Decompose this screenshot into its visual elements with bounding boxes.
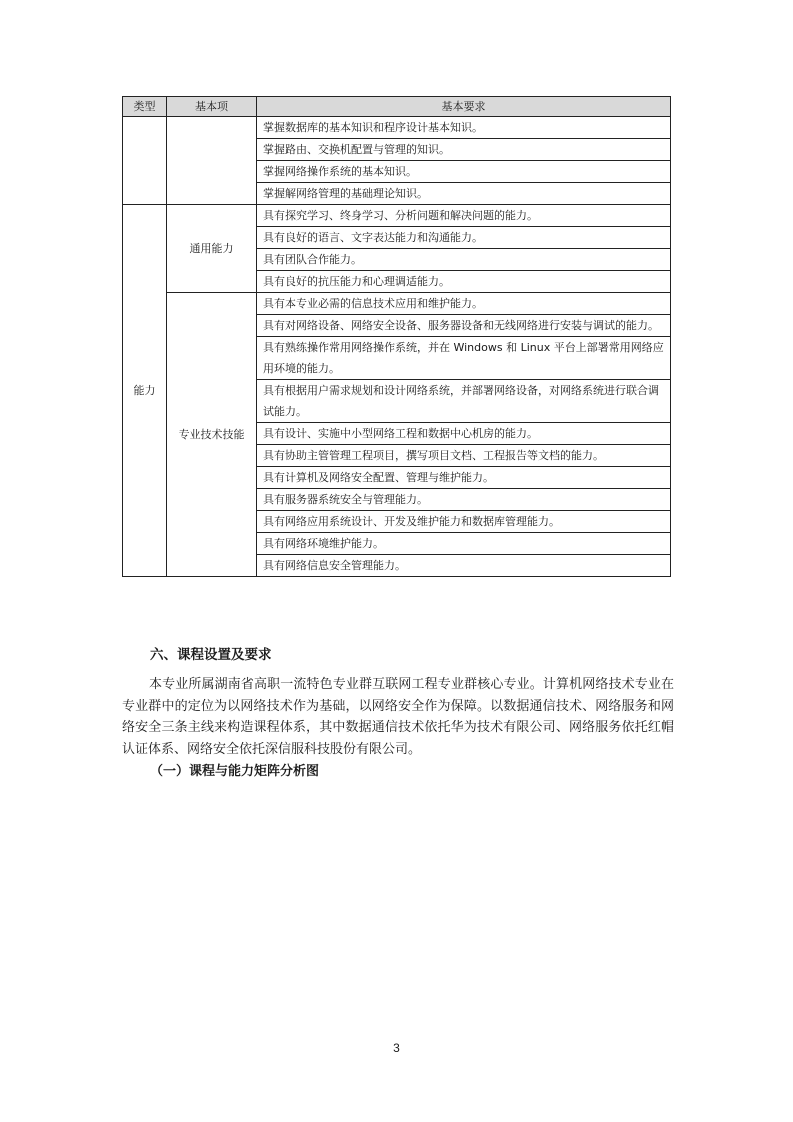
requirement-cell: 具有设计、实施中小型网络工程和数据中心机房的能力。 — [257, 423, 671, 445]
requirement-cell: 具有服务器系统安全与管理能力。 — [257, 489, 671, 511]
subsection-heading: （一）课程与能力矩阵分析图 — [150, 764, 320, 779]
requirement-cell: 掌握数据库的基本知识和程序设计基本知识。 — [257, 117, 671, 139]
requirement-cell: 具有良好的抗压能力和心理调适能力。 — [257, 271, 671, 293]
requirement-cell: 具有良好的语言、文字表达能力和沟通能力。 — [257, 227, 671, 249]
subcategory-cell-professional: 专业技术技能 — [167, 293, 257, 577]
requirement-cell: 具有团队合作能力。 — [257, 249, 671, 271]
table-row — [123, 205, 671, 227]
requirement-cell: 具有熟练操作常用网络操作系统，并在 Windows 和 Linux 平台上部署常用网络应用环境的能力。 — [257, 337, 671, 380]
section-paragraph: 本专业所属湖南省高职一流特色专业群互联网工程专业群核心专业。计算机网络技术专业在专业群中的定位为以网络技术作为基础，以网络安全作为保障。以数据通信技术、网络服务和网络安全三条主线来构造课程体系，其中数据通信技术依托华为技术有限公司、网络服务依托红帽认证体系、网络安全依托深信服科技股份有限公司。 — [122, 677, 674, 757]
category-cell-knowledge — [123, 117, 167, 205]
requirement-cell: 具有网络应用系统设计、开发及维护能力和数据库管理能力。 — [257, 511, 671, 533]
requirement-cell: 具有协助主管管理工程项目，撰写项目文档、工程报告等文档的能力。 — [257, 445, 671, 467]
requirement-cell: 具有对网络设备、网络安全设备、服务器设备和无线网络进行安装与调试的能力。 — [257, 315, 671, 337]
requirement-cell: 掌握解网络管理的基础理论知识。 — [257, 183, 671, 205]
requirement-cell: 具有根据用户需求规划和设计网络系统，并部署网络设备，对网络系统进行联合调试能力。 — [257, 380, 671, 423]
table-row — [123, 117, 671, 139]
table-row — [123, 293, 671, 315]
requirement-cell: 具有探究学习、终身学习、分析问题和解决问题的能力。 — [257, 205, 671, 227]
header-basic-item: 基本项 — [167, 97, 257, 117]
section-heading: 六、课程设置及要求 — [150, 647, 272, 663]
requirement-cell: 具有网络环境维护能力。 — [257, 533, 671, 555]
requirements-table — [122, 96, 671, 577]
page-number: 3 — [393, 1041, 400, 1055]
category-cell-ability: 能力 — [123, 205, 167, 577]
header-type: 类型 — [123, 97, 167, 117]
requirement-cell: 掌握网络操作系统的基本知识。 — [257, 161, 671, 183]
requirement-cell: 掌握路由、交换机配置与管理的知识。 — [257, 139, 671, 161]
requirement-cell: 具有计算机及网络安全配置、管理与维护能力。 — [257, 467, 671, 489]
subcategory-cell-general: 通用能力 — [167, 205, 257, 293]
table-header-row — [123, 97, 671, 117]
requirement-cell: 具有网络信息安全管理能力。 — [257, 555, 671, 577]
requirement-cell: 具有本专业必需的信息技术应用和维护能力。 — [257, 293, 671, 315]
header-basic-requirement: 基本要求 — [257, 97, 671, 117]
subcategory-cell-knowledge — [167, 117, 257, 205]
